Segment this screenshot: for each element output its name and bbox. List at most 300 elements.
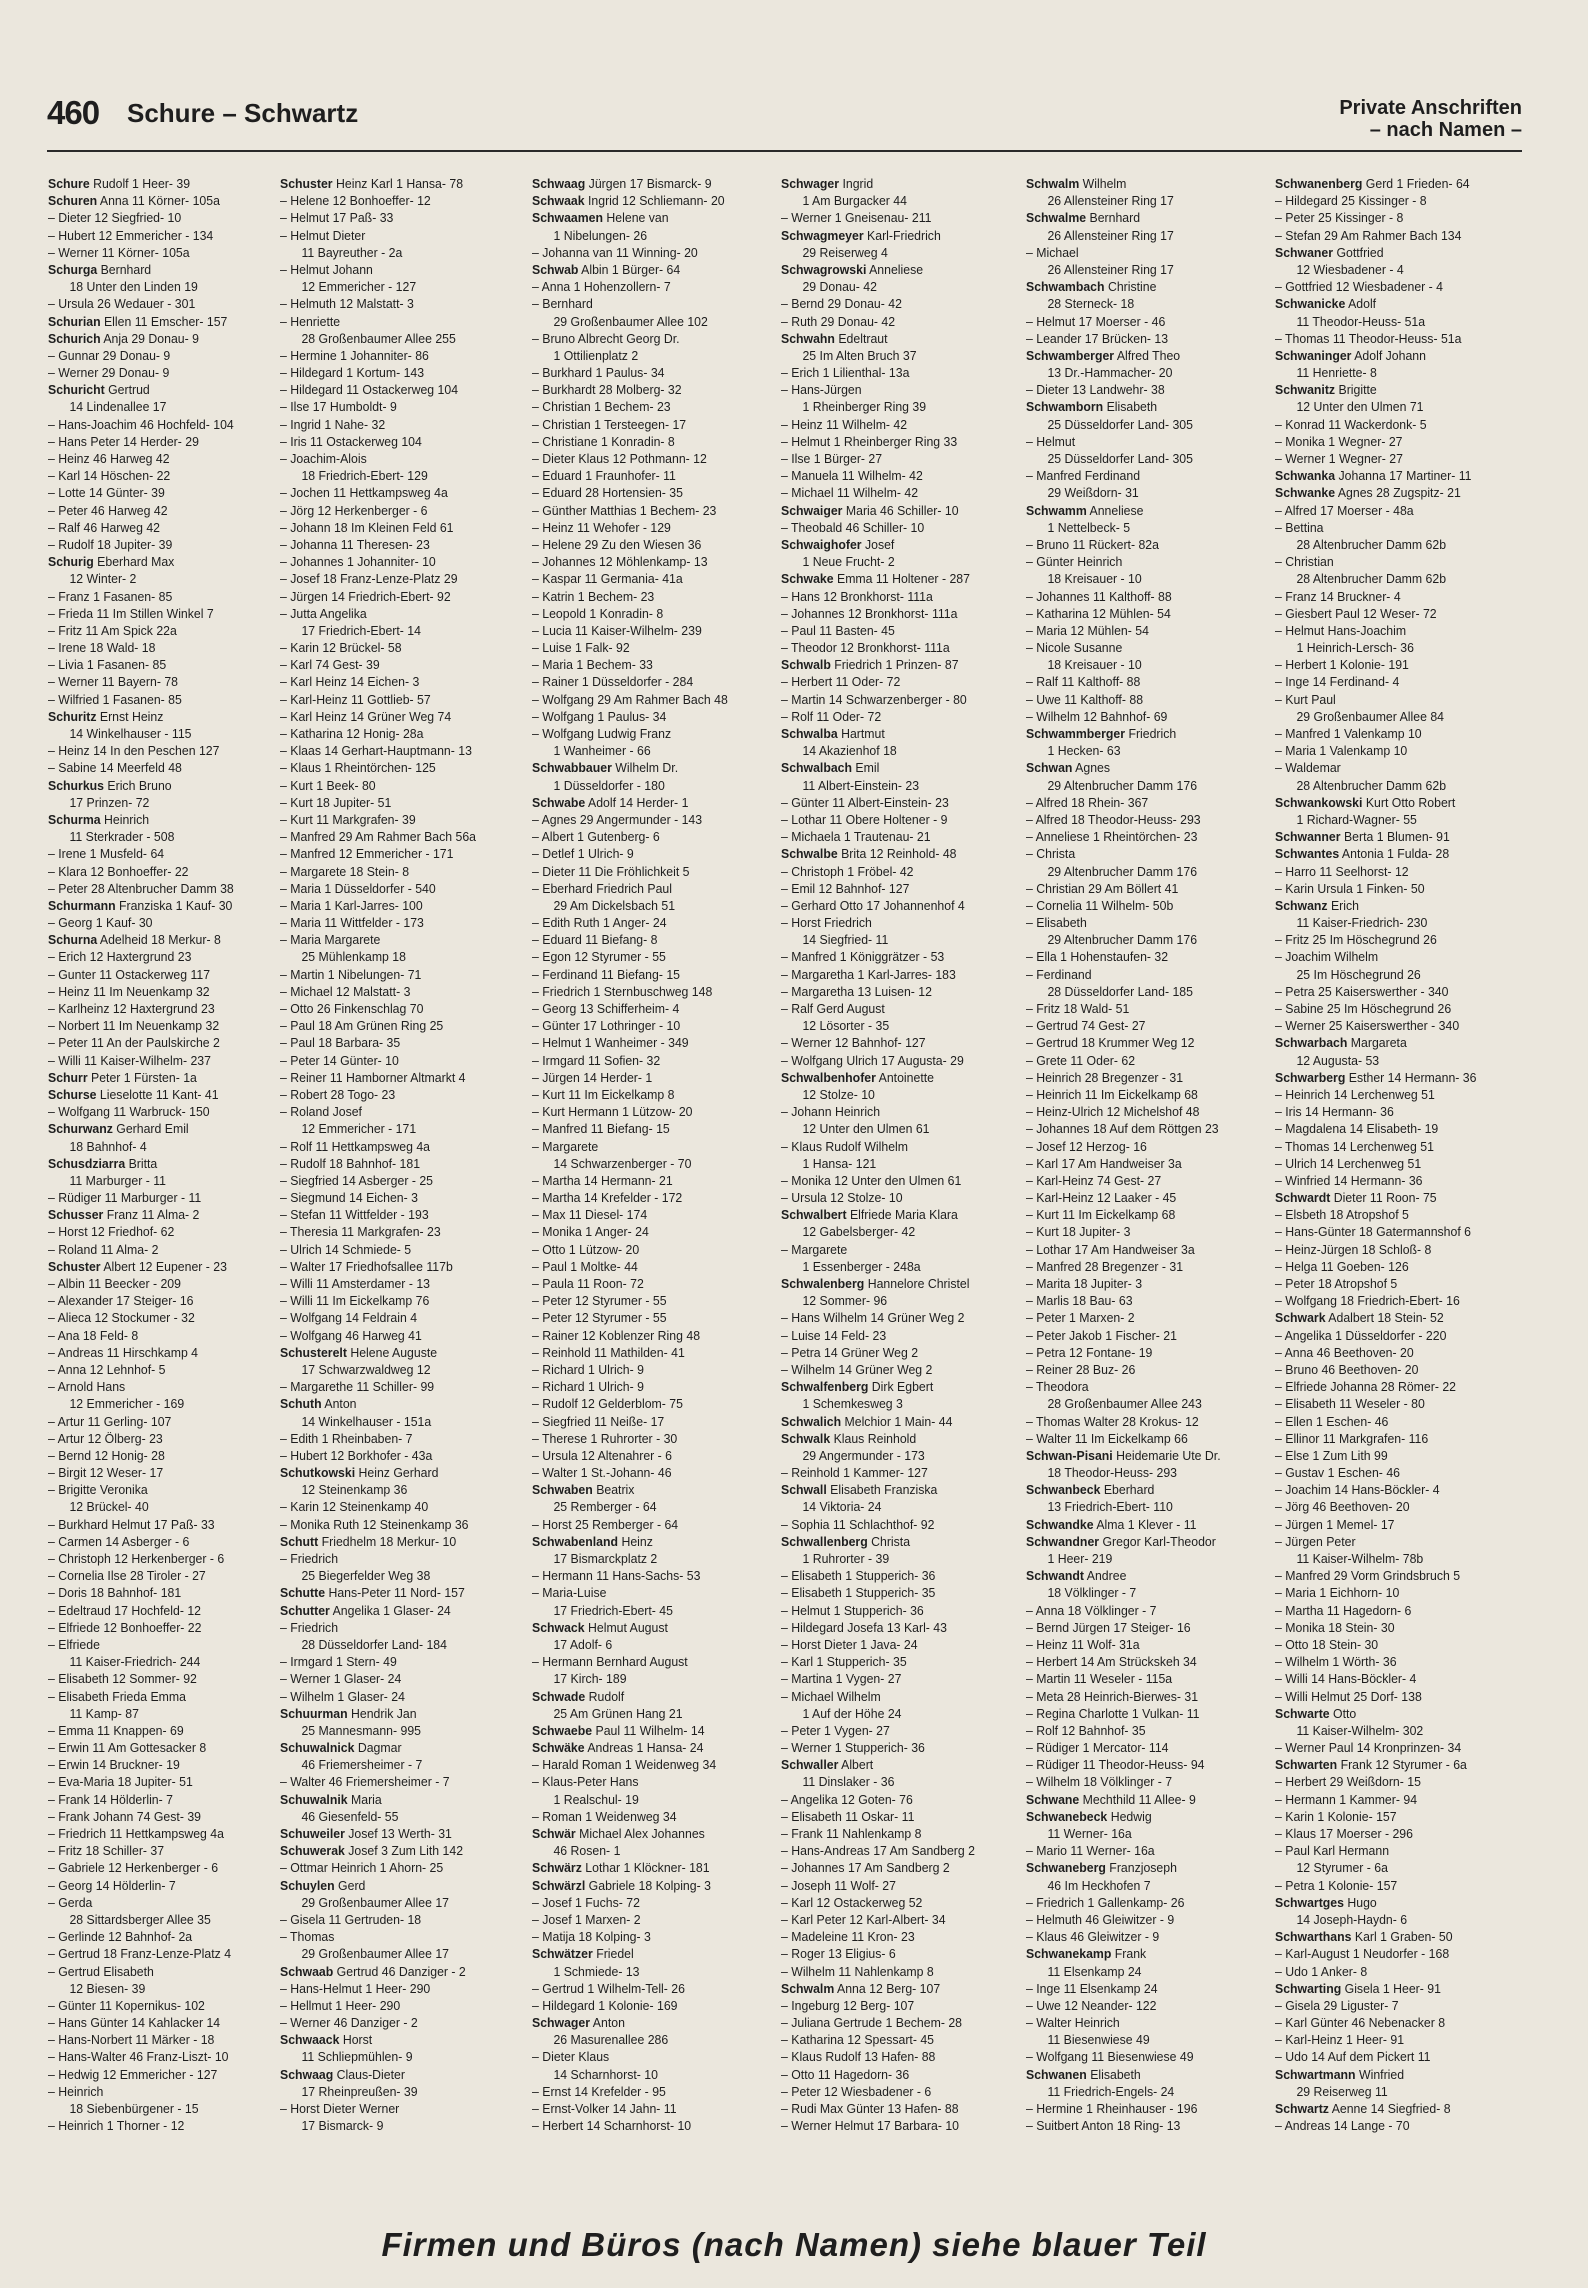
surname: Schuylen: [280, 1878, 335, 1893]
directory-entry: [1275, 1568, 1515, 1585]
entry-text: Emma 11 Holtener - 287: [837, 572, 970, 587]
entry-text: – Ellinor 11 Markgrafen- 116: [1275, 1431, 1429, 1446]
directory-entry: [1275, 726, 1515, 743]
directory-entry: [280, 846, 520, 863]
entry-text: – Norbert 11 Im Neuenkamp 32: [48, 1019, 220, 1034]
directory-entry: [781, 1792, 1021, 1809]
entry-text: – Sabine 25 Im Höschegrund 26: [1275, 1002, 1452, 1016]
directory-entry: [532, 1431, 772, 1448]
entry-text: – Margarete: [781, 1242, 848, 1257]
entry-text: – Ilse 1 Bürger- 27: [781, 452, 883, 466]
entry-text: – Matija 18 Kolping- 3: [532, 1930, 651, 1945]
directory-entry: [532, 1070, 772, 1087]
directory-entry: [1026, 1121, 1266, 1138]
entry-text: – Katharina 12 Honig- 28a: [280, 727, 424, 741]
directory-entry: [48, 1723, 288, 1740]
entry-text: Christine: [1107, 280, 1157, 295]
surname-entry: [48, 932, 288, 949]
entry-text: – Helene 29 Zu den Wiesen 36: [532, 537, 702, 552]
entry-text: – Kurt 1 Beek- 80: [280, 778, 376, 793]
entry-text: – Karin Ursula 1 Finken- 50: [1275, 881, 1425, 896]
entry-text: – Dieter 13 Landwehr- 38: [1026, 383, 1165, 398]
directory-entry: [532, 1001, 772, 1018]
surname-entry: [1275, 898, 1515, 915]
entry-text: – Heinz-Ulrich 12 Michelshof 48: [1026, 1105, 1200, 1120]
entry-text: – Arnold Hans: [48, 1380, 126, 1395]
entry-text: – Martha 14 Krefelder - 172: [532, 1191, 683, 1206]
directory-entry: [1026, 1190, 1266, 1207]
entry-text: – Hans-Günter 18 Gatermannshof 6: [1275, 1225, 1472, 1240]
surname-entry: [781, 1070, 1021, 1087]
entry-text: – Petra 12 Fontane- 19: [1026, 1345, 1153, 1360]
surname-entry: [532, 1946, 772, 1963]
entry-text: – Hildegard Josefa 13 Karl- 43: [781, 1620, 947, 1635]
directory-entry: [781, 2084, 1021, 2101]
surname-entry: [781, 503, 1021, 520]
entry-text: – Martina 1 Vygen- 27: [781, 1672, 902, 1687]
entry-text: – Ralf Gerd August: [781, 1002, 885, 1016]
directory-entry: [48, 1895, 288, 1912]
entry-text: Franziska 1 Kauf- 30: [119, 898, 233, 913]
surname: Schwarting: [1275, 1981, 1342, 1996]
directory-entry: [280, 262, 520, 279]
entry-text: – Manfred 1 Königgrätzer - 53: [781, 950, 945, 965]
surname: Schurmann: [48, 898, 116, 913]
directory-entry: [48, 1774, 288, 1791]
directory-entry: [280, 1568, 520, 1585]
surname-entry: [1275, 1757, 1515, 1774]
surname: Schwanen: [1026, 2067, 1087, 2082]
entry-text: – Klara 12 Bonhoeffer- 22: [48, 864, 189, 879]
entry-text: – Peter 25 Kissinger - 8: [1275, 211, 1404, 226]
surname: Schwarte: [1275, 1706, 1330, 1721]
entry-text: – Katrin 1 Bechem- 23: [532, 589, 655, 604]
entry-text: – Irene 1 Musfeld- 64: [48, 847, 165, 862]
entry-text: 46 Im Heckhofen 7: [1047, 1878, 1151, 1893]
entry-text: – Klaus 1 Rheintörchen- 125: [280, 761, 436, 776]
directory-entry: [48, 1981, 288, 1998]
entry-text: 1 Nettelbeck- 5: [1047, 520, 1131, 535]
entry-text: Alma 1 Klever - 11: [1096, 1517, 1197, 1532]
surname: Schutt: [280, 1534, 319, 1549]
entry-text: – Manfred 28 Bregenzer - 31: [1026, 1259, 1184, 1274]
directory-entry: [532, 1499, 772, 1516]
directory-entry: [532, 640, 772, 657]
entry-text: – Hellmut 1 Heer- 290: [280, 1998, 401, 2013]
entry-text: – Johannes 11 Kalthoff- 88: [1026, 589, 1172, 604]
entry-text: – Dieter Klaus 12 Pothmann- 12: [532, 452, 707, 466]
entry-text: – Elisabeth 1 Stupperich- 36: [781, 1569, 936, 1584]
entry-text: – Horst Friedrich: [781, 916, 872, 931]
directory-entry: [781, 1173, 1021, 1190]
directory-entry: [781, 1018, 1021, 1035]
entry-text: 1 Düsseldorfer - 180: [553, 778, 665, 793]
entry-text: Andreas 1 Hansa- 24: [587, 1741, 704, 1756]
entry-text: 29 Am Dickelsbach 51: [553, 898, 676, 913]
entry-text: – Emma 11 Knappen- 69: [48, 1723, 184, 1738]
directory-entry: [280, 812, 520, 829]
directory-entry: [48, 1843, 288, 1860]
entry-text: – Uwe 12 Neander- 122: [1026, 1998, 1157, 2013]
entry-text: – Helmut Dieter: [280, 228, 366, 243]
directory-entry: [781, 1929, 1021, 1946]
entry-text: Agnes 28 Zugspitz- 21: [1337, 486, 1461, 501]
entry-text: 25 Remberger - 64: [553, 1500, 657, 1515]
directory-entry: [1026, 1156, 1266, 1173]
surname-entry: [781, 1379, 1021, 1396]
entry-text: – Willi 11 Im Eickelkamp 76: [280, 1294, 430, 1309]
entry-text: – Harald Roman 1 Weidenweg 34: [532, 1758, 717, 1773]
entry-text: 11 Werner- 16a: [1047, 1827, 1132, 1841]
surname: Schwardt: [1275, 1191, 1331, 1206]
surname-entry: [1275, 1895, 1515, 1912]
directory-entry: [48, 1826, 288, 1843]
entry-text: – Maria 1 Eichhorn- 10: [1275, 1586, 1400, 1601]
entry-text: 25 Mühlenkamp 18: [301, 950, 406, 965]
directory-entry: [781, 1465, 1021, 1482]
directory-entry: [1275, 1207, 1515, 1224]
directory-entry: [532, 1139, 772, 1156]
directory-entry: [781, 812, 1021, 829]
surname: Schwamm: [1026, 503, 1087, 518]
entry-text: Esther 14 Hermann- 36: [1348, 1070, 1477, 1085]
entry-text: Hannelore Christel: [867, 1277, 970, 1291]
entry-text: – Friedrich: [280, 1552, 339, 1566]
entry-text: – Anna 18 Völklinger - 7: [1026, 1603, 1157, 1618]
directory-entry: [1026, 829, 1266, 846]
entry-text: – Wolfgang 18 Friedrich-Ebert- 16: [1275, 1294, 1460, 1309]
directory-entry: [532, 399, 772, 416]
surname: Schwanke: [1275, 486, 1336, 501]
directory-entry: [781, 1654, 1021, 1671]
entry-text: – Burkhard 1 Paulus- 34: [532, 366, 665, 381]
surname-entry: [280, 1396, 520, 1413]
entry-text: – Udo 14 Auf dem Pickert 11: [1275, 2050, 1431, 2065]
directory-entry: [1026, 1551, 1266, 1568]
entry-text: Wilhelm Dr.: [615, 761, 679, 776]
directory-entry: [48, 1018, 288, 1035]
entry-text: – Manfred 11 Biefang- 15: [532, 1122, 670, 1137]
entry-text: – Karlheinz 12 Haxtergrund 23: [48, 1002, 215, 1016]
entry-text: – Peter 1 Vygen- 27: [781, 1723, 890, 1738]
directory-entry: [532, 778, 772, 795]
directory-entry: [532, 726, 772, 743]
entry-text: Friedrich: [1128, 727, 1177, 741]
directory-entry: [532, 1310, 772, 1327]
entry-text: – Manfred Ferdinand: [1026, 469, 1141, 484]
entry-text: – Karl-Heinz 11 Gottlieb- 57: [280, 692, 431, 707]
entry-text: – Inge 11 Elsenkamp 24: [1026, 1981, 1158, 1996]
entry-text: 18 Kreisauer - 10: [1047, 658, 1142, 673]
directory-entry: [280, 1551, 520, 1568]
entry-text: – Petra 25 Kaiserswerther - 340: [1275, 984, 1449, 999]
directory-entry: [781, 417, 1021, 434]
surname-entry: [48, 1156, 288, 1173]
directory-entry: [48, 417, 288, 434]
surname-entry: [1275, 1035, 1515, 1052]
entry-text: – Lucia 11 Kaiser-Wilhelm- 239: [532, 623, 702, 638]
entry-text: – Maria 11 Wittfelder - 173: [280, 916, 424, 931]
directory-entry: [1275, 984, 1515, 1001]
entry-text: – Michael 12 Malstatt- 3: [280, 984, 411, 999]
directory-entry: [532, 812, 772, 829]
entry-text: – Werner 1 Glaser- 24: [280, 1672, 402, 1687]
entry-text: Frank: [1114, 1947, 1147, 1962]
surname-entry: [1275, 1190, 1515, 1207]
directory-entry: [48, 1637, 288, 1654]
entry-text: – Monika 18 Stein- 30: [1275, 1620, 1395, 1635]
surname: Schwamborn: [1026, 400, 1104, 415]
directory-entry: [48, 2101, 288, 2118]
directory-entry: [1275, 1774, 1515, 1791]
entry-text: – Elisabeth: [1026, 916, 1087, 931]
directory-entry: [781, 589, 1021, 606]
surname: Schwalbe: [781, 847, 838, 862]
directory-entry: [48, 503, 288, 520]
entry-text: – Hans 12 Bronkhorst- 111a: [781, 589, 933, 604]
entry-text: – Heinz 11 Im Neuenkamp 32: [48, 984, 210, 999]
directory-entry: [781, 1671, 1021, 1688]
entry-text: 18 Unter den Linden 19: [69, 280, 198, 295]
entry-text: – Kurt Hermann 1 Lützow- 20: [532, 1105, 693, 1120]
entry-text: – Richard 1 Ulrich- 9: [532, 1380, 644, 1395]
entry-text: Helene van: [606, 211, 669, 226]
entry-text: – Wilhelm 18 Völklinger - 7: [1026, 1775, 1173, 1790]
entry-text: Josef: [864, 537, 895, 552]
entry-text: Eberhard Max: [97, 555, 175, 570]
entry-text: – Leander 17 Brücken- 13: [1026, 331, 1169, 346]
entry-text: – Georg 1 Kauf- 30: [48, 916, 153, 931]
header-rule: [47, 150, 1522, 152]
entry-text: – Edith 1 Rheinbaben- 7: [280, 1431, 413, 1446]
directory-entry: [1026, 640, 1266, 657]
entry-text: Eberhard: [1103, 1483, 1155, 1498]
directory-entry: [280, 984, 520, 1001]
section-title-line-2: – nach Namen –: [1369, 119, 1522, 141]
entry-text: – Eduard 28 Hortensien- 35: [532, 486, 683, 501]
directory-entry: [1275, 778, 1515, 795]
entry-text: – Anneliese 1 Rheintörchen- 23: [1026, 830, 1198, 845]
entry-text: – Wilhelm 1 Glaser- 24: [280, 1689, 405, 1704]
directory-entry: [1275, 1534, 1515, 1551]
entry-text: – Christiane 1 Konradin- 8: [532, 434, 675, 449]
directory-entry: [532, 1809, 772, 1826]
entry-text: – Otto 18 Stein- 30: [1275, 1637, 1379, 1652]
entry-text: Winfried: [1358, 2067, 1405, 2082]
directory-entry: [280, 1379, 520, 1396]
surname: Schwanebeck: [1026, 1809, 1108, 1824]
surname-entry: [1026, 1792, 1266, 1809]
entry-text: 28 Altenbrucher Damm 62b: [1296, 572, 1447, 587]
directory-entry: [1275, 1362, 1515, 1379]
directory-entry: [48, 1534, 288, 1551]
entry-text: – Werner 1 Stupperich- 36: [781, 1741, 925, 1756]
entry-text: Elisabeth: [1090, 2067, 1141, 2082]
directory-entry: [280, 829, 520, 846]
directory-entry: [1026, 1328, 1266, 1345]
entry-text: – Ferdinand 11 Biefang- 15: [532, 967, 681, 982]
entry-text: – Karl-Heinz 1 Heer- 91: [1275, 2033, 1405, 2048]
directory-entry: [781, 1860, 1021, 1877]
surname-entry: [781, 1534, 1021, 1551]
surname: Schurwanz: [48, 1122, 113, 1137]
entry-text: 1 Schemkesweg 3: [802, 1397, 903, 1412]
directory-entry: [1026, 1585, 1266, 1602]
entry-text: – Rüdiger 11 Marburger - 11: [48, 1191, 202, 1206]
entry-text: 1 Schmiede- 13: [553, 1964, 640, 1979]
entry-text: – Theresia 11 Markgrafen- 23: [280, 1225, 441, 1240]
entry-text: – Karl Günter 46 Nebenacker 8: [1275, 2016, 1446, 2031]
surname: Schwär: [532, 1827, 576, 1841]
entry-text: Dagmar: [357, 1741, 402, 1756]
directory-entry: [48, 623, 288, 640]
entry-text: – Bernd 29 Donau- 42: [781, 297, 902, 312]
entry-text: – Gunnar 29 Donau- 9: [48, 348, 171, 363]
entry-text: – Wolfgang Ludwig Franz: [532, 727, 672, 741]
directory-entry: [532, 1156, 772, 1173]
surname: Schwark: [1275, 1311, 1326, 1326]
directory-entry: [781, 1946, 1021, 1963]
entry-text: – Günter Heinrich: [1026, 555, 1123, 570]
directory-entry: [48, 829, 288, 846]
entry-text: – Burkhard Helmut 17 Paß- 33: [48, 1517, 215, 1532]
directory-entry: [48, 1190, 288, 1207]
directory-entry: [1275, 1551, 1515, 1568]
directory-entry: [280, 760, 520, 777]
directory-entry: [1275, 1431, 1515, 1448]
directory-entry: [280, 2084, 520, 2101]
entry-text: – Livia 1 Fasanen- 85: [48, 658, 167, 673]
entry-text: – Margarete: [532, 1139, 599, 1154]
surname-entry: [781, 1482, 1021, 1499]
entry-text: Bernhard: [1089, 211, 1141, 226]
directory-entry: [48, 1276, 288, 1293]
directory-entry: [280, 348, 520, 365]
entry-text: Hedwig: [1110, 1809, 1152, 1824]
entry-text: – Friedrich 1 Sternbuschweg 148: [532, 984, 713, 999]
entry-text: – Cornelia 11 Wilhelm- 50b: [1026, 898, 1174, 913]
surname: Schwäke: [532, 1741, 585, 1756]
directory-entry: [280, 606, 520, 623]
directory-entry: [1275, 864, 1515, 881]
directory-entry: [48, 1379, 288, 1396]
directory-entry: [1275, 1121, 1515, 1138]
directory-entry: [1275, 1379, 1515, 1396]
surname: Schwarten: [1275, 1758, 1338, 1773]
entry-text: – Klaus 17 Moerser - 296: [1275, 1827, 1413, 1841]
surname-entry: [781, 331, 1021, 348]
entry-text: – Willi Helmut 25 Dorf- 138: [1275, 1689, 1422, 1704]
entry-text: – Elisabeth 11 Oskar- 11: [781, 1809, 915, 1824]
directory-entry: [781, 1964, 1021, 1981]
directory-entry: [48, 1431, 288, 1448]
directory-entry: [1275, 1654, 1515, 1671]
entry-text: – Paul 11 Basten- 45: [781, 623, 895, 638]
entry-text: – Heinz 11 Wolf- 31a: [1026, 1637, 1140, 1652]
directory-entry: [1026, 537, 1266, 554]
entry-text: Adalbert 18 Stein- 52: [1328, 1311, 1444, 1326]
directory-entry: [1275, 554, 1515, 571]
entry-text: – Rudolf 18 Jupiter- 39: [48, 537, 173, 552]
surname-entry: [532, 2015, 772, 2032]
directory-entry: [781, 2118, 1021, 2135]
surname: Schurian: [48, 314, 101, 329]
entry-text: – Kaspar 11 Germania- 41a: [532, 572, 683, 587]
directory-entry: [1275, 589, 1515, 606]
entry-text: – Bettina: [1275, 520, 1324, 535]
directory-entry: [532, 331, 772, 348]
directory-entry: [48, 846, 288, 863]
surname: Schwaner: [1275, 245, 1334, 260]
surname: Schwaiger: [781, 503, 843, 518]
directory-entry: [1026, 262, 1266, 279]
directory-entry: [1275, 1860, 1515, 1877]
entry-text: 26 Allensteiner Ring 17: [1047, 194, 1174, 209]
entry-text: – Helmut 1 Wanheimer - 349: [532, 1036, 689, 1051]
entry-text: – Wolfgang 29 Am Rahmer Bach 48: [532, 692, 728, 707]
entry-text: – Helga 11 Goeben- 126: [1275, 1259, 1409, 1274]
directory-entry: [1275, 2084, 1515, 2101]
entry-text: – Werner Paul 14 Kronprinzen- 34: [1275, 1741, 1462, 1756]
surname-entry: [1026, 348, 1266, 365]
entry-text: Elfriede Maria Klara: [849, 1208, 958, 1223]
entry-text: – Karin 12 Steinenkamp 40: [280, 1500, 429, 1515]
entry-text: – Johannes 12 Möhlenkamp- 13: [532, 555, 708, 570]
directory-entry: [1026, 1757, 1266, 1774]
surname: Schwagmeyer: [781, 228, 864, 243]
entry-text: – Bernd Jürgen 17 Steiger- 16: [1026, 1620, 1191, 1635]
surname-entry: [48, 176, 288, 193]
entry-text: – Rainer 1 Düsseldorfer - 284: [532, 675, 694, 690]
entry-text: – Ernst 14 Krefelder - 95: [532, 2084, 666, 2099]
entry-text: – Nicole Susanne: [1026, 641, 1123, 656]
entry-text: 12 Emmericher - 169: [69, 1397, 185, 1412]
directory-entry: [781, 984, 1021, 1001]
entry-text: – Rudolf 18 Bahnhof- 181: [280, 1156, 421, 1171]
directory-column-2: [280, 176, 520, 2135]
entry-text: – Monika Ruth 12 Steinenkamp 36: [280, 1517, 469, 1532]
directory-entry: [781, 881, 1021, 898]
surname: Schwager: [781, 177, 840, 191]
directory-entry: [532, 382, 772, 399]
directory-entry: [532, 451, 772, 468]
entry-text: 28 Düsseldorfer Land- 185: [1047, 984, 1193, 999]
entry-text: – Katharina 12 Mühlen- 54: [1026, 606, 1171, 621]
directory-entry: [1275, 1139, 1515, 1156]
directory-entry: [280, 1310, 520, 1327]
directory-entry: [781, 829, 1021, 846]
entry-text: – Hermann Bernhard August: [532, 1655, 688, 1670]
entry-text: Anton: [324, 1397, 357, 1412]
surname-entry: [532, 176, 772, 193]
entry-text: – Helene 12 Bonhoeffer- 12: [280, 194, 431, 209]
directory-entry: [1026, 228, 1266, 245]
entry-text: – Luise 14 Feld- 23: [781, 1328, 887, 1343]
surname: Schwaamen: [532, 211, 604, 226]
entry-text: – Martha 14 Hermann- 21: [532, 1173, 673, 1188]
directory-entry: [1026, 1293, 1266, 1310]
surname: Schurga: [48, 262, 98, 277]
entry-text: – Erich 1 Lilienthal- 13a: [781, 366, 910, 381]
surname: Schwalfenberg: [781, 1380, 869, 1395]
directory-entry: [48, 2049, 288, 2066]
directory-entry: [532, 1568, 772, 1585]
entry-text: – Peter 11 An der Paulskirche 2: [48, 1036, 220, 1051]
entry-text: – Giesbert Paul 12 Weser- 72: [1275, 606, 1437, 621]
surname: Schwanitz: [1275, 383, 1336, 398]
directory-entry: [1026, 2084, 1266, 2101]
entry-text: – Karl-Heinz 12 Laaker - 45: [1026, 1191, 1177, 1206]
